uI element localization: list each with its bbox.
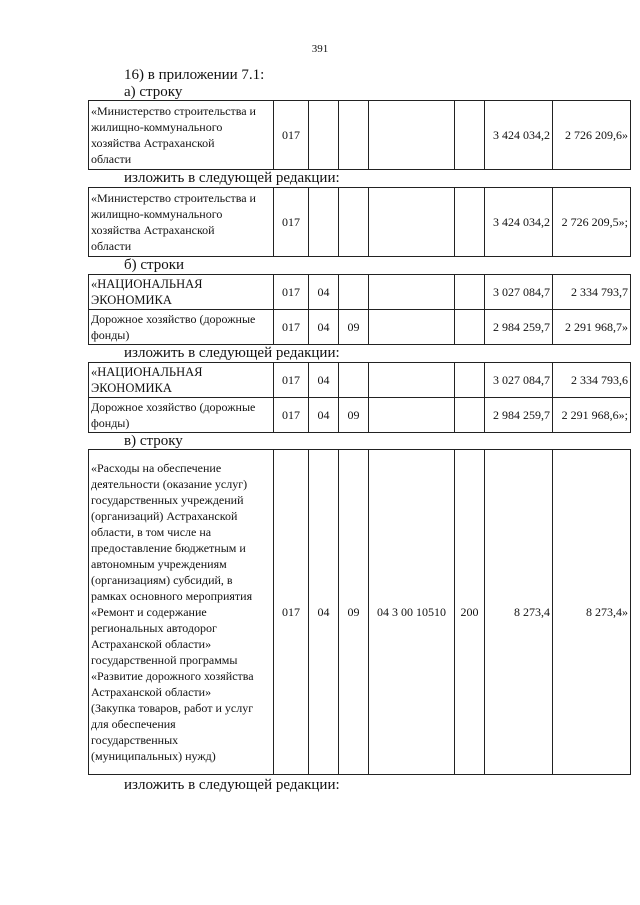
target-cell <box>369 101 455 170</box>
target-cell <box>369 310 455 345</box>
target-cell <box>369 398 455 433</box>
table-row <box>89 363 631 398</box>
row-name: «НАЦИОНАЛЬНАЯ ЭКОНОМИКА <box>89 363 274 398</box>
table-row <box>89 101 631 170</box>
amount-1-cell: 3 027 084,7 <box>485 275 553 310</box>
section-cell <box>309 188 339 257</box>
replace-instruction-1: изложить в следующей редакции: <box>124 170 340 186</box>
table-row <box>89 450 631 775</box>
amount-1-cell: 3 424 034,2 <box>485 101 553 170</box>
amount-1-cell: 3 027 084,7 <box>485 363 553 398</box>
code-cell: 017 <box>274 398 309 433</box>
amount-1-cell: 3 424 034,2 <box>485 188 553 257</box>
expense-type-cell <box>455 188 485 257</box>
label-c: в) строку <box>124 433 183 449</box>
row-name: «Министерство строительства и жилищно-коммунального хозяйства Астраханской области <box>89 188 274 257</box>
table-c <box>88 449 631 775</box>
expense-type-cell <box>455 310 485 345</box>
section-cell: 04 <box>309 398 339 433</box>
code-cell: 017 <box>274 450 309 775</box>
table-row <box>89 310 631 345</box>
expense-type-cell <box>455 275 485 310</box>
table-a-new <box>88 187 631 257</box>
section-cell: 04 <box>309 450 339 775</box>
amount-2-cell: 8 273,4» <box>553 450 631 775</box>
replace-instruction-3: изложить в следующей редакции: <box>124 777 340 793</box>
expense-type-cell <box>455 363 485 398</box>
section-cell: 04 <box>309 275 339 310</box>
code-cell: 017 <box>274 275 309 310</box>
amount-2-cell: 2 291 968,7» <box>553 310 631 345</box>
subsection-cell: 09 <box>339 310 369 345</box>
table-row <box>89 398 631 433</box>
subsection-cell <box>339 188 369 257</box>
subsection-cell <box>339 275 369 310</box>
subsection-cell: 09 <box>339 398 369 433</box>
row-name: «Расходы на обеспечение деятельности (оказание услуг) государственных учреждений (организаций) Астраханской области, в том числе на предоставление бюджетным и автономным учреждениям (организациям) субсидий, в рамках основного мероприятия «Ремонт и содержание региональных автодорог Астраханской области» государственной программы «Развитие дорожного хозяйства Астраханской области» (Закупка товаров, работ и услуг для обеспечения государственных (муниципальных) нужд) <box>89 450 274 775</box>
row-name: Дорожное хозяйство (дорожные фонды) <box>89 310 274 345</box>
expense-type-cell: 200 <box>455 450 485 775</box>
table-row <box>89 275 631 310</box>
row-name: «Министерство строительства и жилищно-коммунального хозяйства Астраханской области <box>89 101 274 170</box>
target-cell: 04 3 00 10510 <box>369 450 455 775</box>
amount-2-cell: 2 334 793,7 <box>553 275 631 310</box>
amount-1-cell: 2 984 259,7 <box>485 310 553 345</box>
label-b: б) строки <box>124 257 185 273</box>
expense-type-cell <box>455 398 485 433</box>
subsection-cell <box>339 363 369 398</box>
amount-2-cell: 2 291 968,6»; <box>553 398 631 433</box>
amount-2-cell: 2 726 209,6» <box>553 101 631 170</box>
row-name: «НАЦИОНАЛЬНАЯ ЭКОНОМИКА <box>89 275 274 310</box>
code-cell: 017 <box>274 188 309 257</box>
section-cell: 04 <box>309 310 339 345</box>
amount-2-cell: 2 334 793,6 <box>553 363 631 398</box>
subsection-cell <box>339 101 369 170</box>
label-a: а) строку <box>124 84 183 100</box>
amount-1-cell: 8 273,4 <box>485 450 553 775</box>
code-cell: 017 <box>274 101 309 170</box>
target-cell <box>369 188 455 257</box>
amount-1-cell: 2 984 259,7 <box>485 398 553 433</box>
expense-type-cell <box>455 101 485 170</box>
table-b <box>88 274 631 345</box>
section-heading: 16) в приложении 7.1: <box>124 67 265 83</box>
table-b-new <box>88 362 631 433</box>
replace-instruction-2: изложить в следующей редакции: <box>124 345 340 361</box>
target-cell <box>369 275 455 310</box>
code-cell: 017 <box>274 363 309 398</box>
row-name: Дорожное хозяйство (дорожные фонды) <box>89 398 274 433</box>
section-cell: 04 <box>309 363 339 398</box>
table-a <box>88 100 631 170</box>
page-number: 391 <box>311 43 329 55</box>
subsection-cell: 09 <box>339 450 369 775</box>
amount-2-cell: 2 726 209,5»; <box>553 188 631 257</box>
target-cell <box>369 363 455 398</box>
section-cell <box>309 101 339 170</box>
table-row <box>89 188 631 257</box>
code-cell: 017 <box>274 310 309 345</box>
